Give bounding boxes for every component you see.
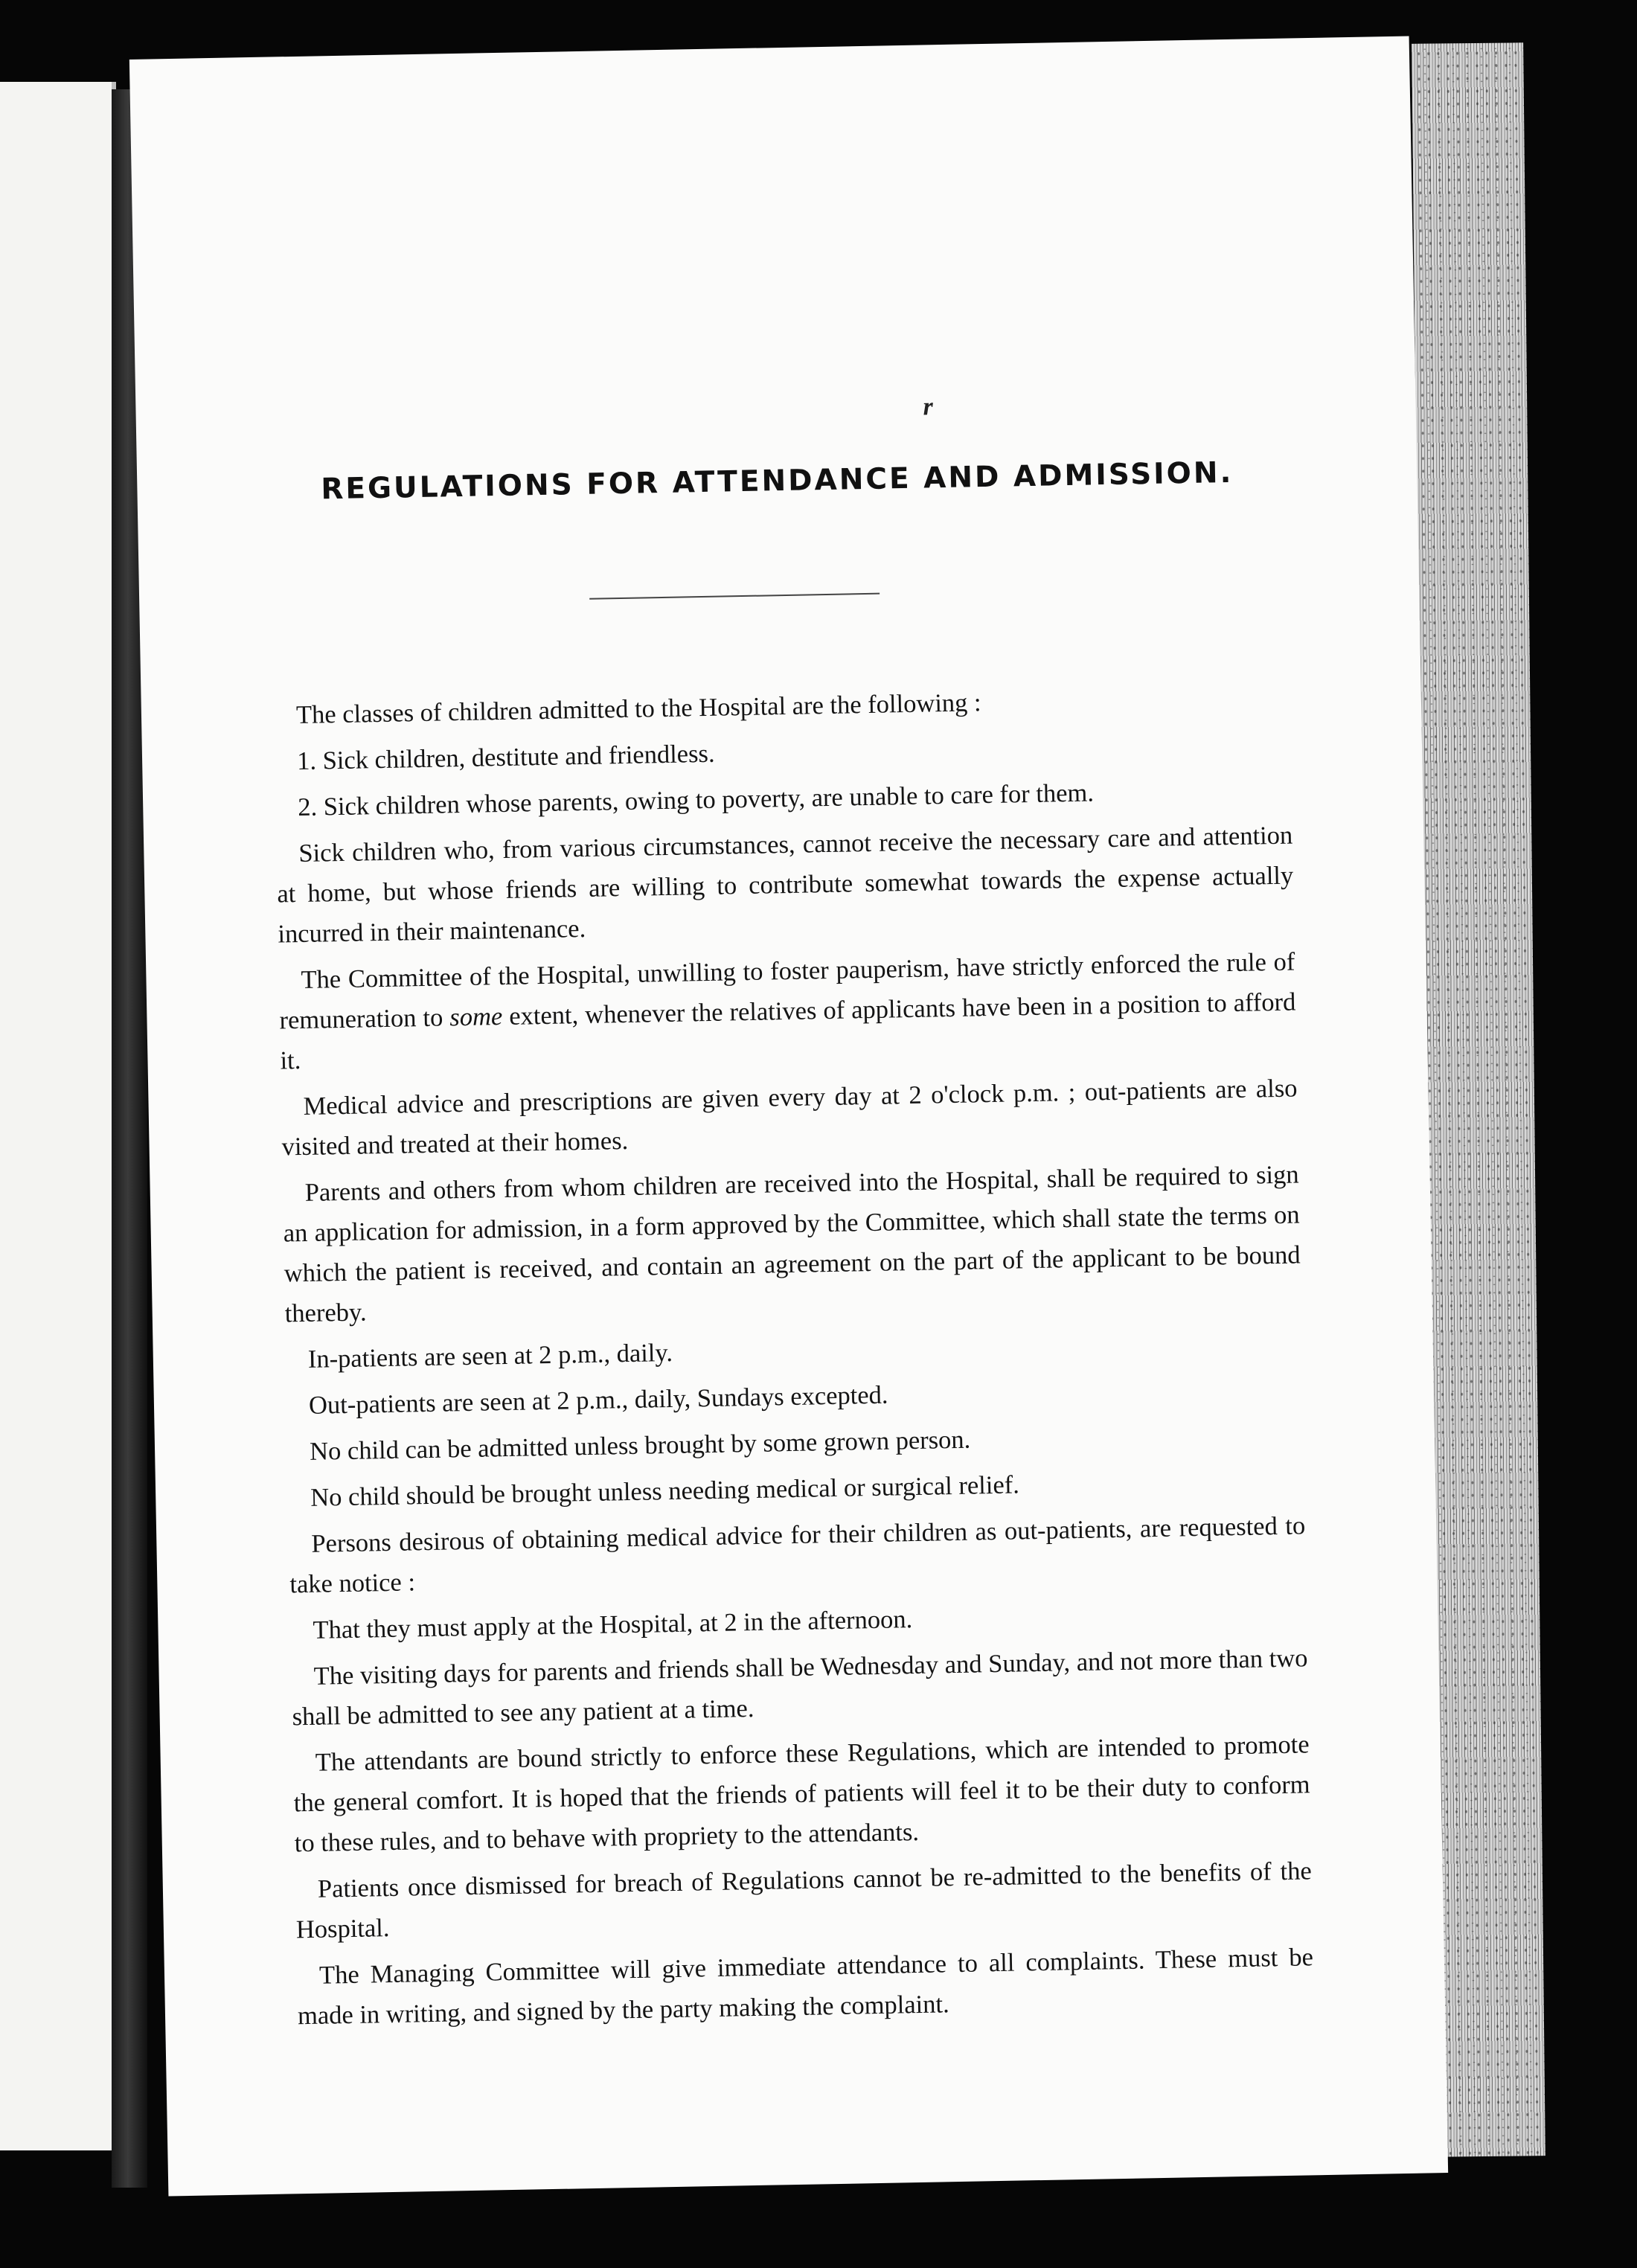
paragraph: The visiting days for parents and friends shall be Wednesday and Sunday, and not more than two shall be admitted to see any patient at a time. bbox=[292, 1644, 1308, 1732]
paragraph: Patients once dismissed for breach of Regulations cannot be re-admitted to the benefits of the Hospital. bbox=[295, 1857, 1313, 1944]
title-rule bbox=[589, 593, 880, 600]
paragraph: Parents and others from whom children are received into the Hospital, shall be required to sign an application for admission, in a form approved by the Committee, which shall state the terms on which the patient is received, and contain an agreement on the part of the applicant to be bound thereby. bbox=[283, 1160, 1301, 1328]
intro-paragraph: The classes of children admitted to the Hospital are the following : bbox=[295, 688, 981, 730]
committee-text-before: The Committee of the Hospital, unwilling to foster pauperism, have strictly enforced the rule of remuneration to bbox=[279, 947, 1295, 1035]
regulations-body bbox=[274, 677, 1315, 2043]
paragraph: That they must apply at the Hospital, at 2 in the afternoon. bbox=[313, 1605, 913, 1644]
committee-paragraph bbox=[278, 942, 1297, 1081]
paragraph: In-patients are seen at 2 p.m., daily. bbox=[307, 1338, 673, 1374]
paragraph: The attendants are bound strictly to enforce these Regulations, which are intended to promote the general comfort. It is hoped that the friends of patients will feel it to be their duty to conform to these rules, and to behave with propriety to the attendants. bbox=[293, 1730, 1310, 1858]
paragraph: No child should be brought unless needing medical or surgical relief. bbox=[310, 1470, 1020, 1512]
committee-text-after: extent, whenever the relatives of applicants have been in a position to afford it. bbox=[280, 987, 1296, 1075]
paragraph: The Managing Committee will give immediate attendance to all complaints. These must be made in writing, and signed by the party making the complaint. bbox=[297, 1943, 1314, 2031]
paragraph: No child can be admitted unless brought by some grown person. bbox=[309, 1425, 971, 1466]
facing-page bbox=[0, 82, 116, 2150]
committee-emphasis: some bbox=[449, 1002, 503, 1032]
list-item: 2. Sick children whose parents, owing to poverty, are unable to care for them. bbox=[297, 778, 1095, 822]
paragraph: Out-patients are seen at 2 p.m., daily, Sundays excepted. bbox=[308, 1380, 888, 1420]
paragraph: Persons desirous of obtaining medical advice for their children as out-patients, are requested to take notice : bbox=[289, 1511, 1306, 1599]
page-title: REGULATIONS FOR ATTENDANCE AND ADMISSION. bbox=[320, 455, 1234, 507]
list-item: 1. Sick children, destitute and friendless. bbox=[296, 739, 715, 776]
paragraph: Medical advice and prescriptions are given every day at 2 o'clock p.m. ; out-patients are also visited and treated at their homes. bbox=[281, 1074, 1298, 1162]
stray-mark: r bbox=[923, 393, 934, 421]
paragraph: Sick children who, from various circumstances, cannot receive the necessary care and attention at home, but whose friends are willing to contribute somewhat towards the expense actually incurred in their maintenance. bbox=[277, 821, 1294, 949]
document-page bbox=[129, 36, 1448, 2196]
